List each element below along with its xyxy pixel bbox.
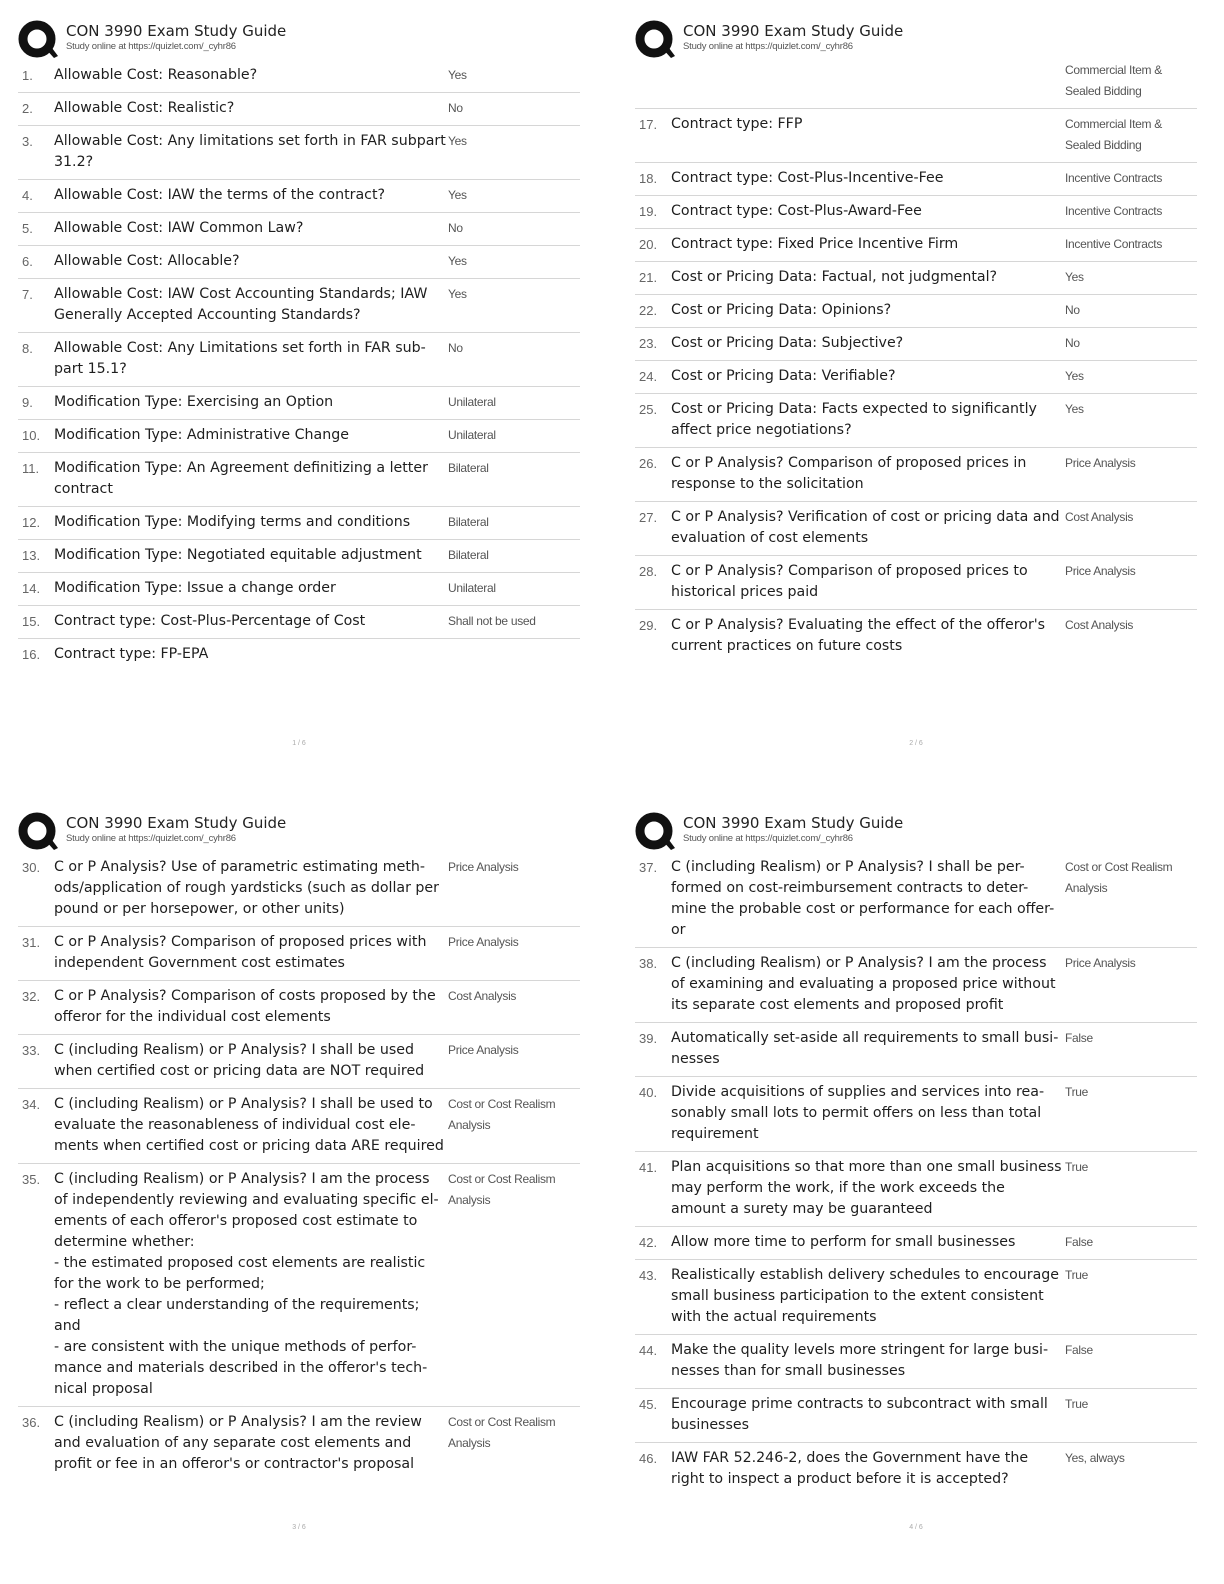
item-answer: Price Analysis xyxy=(1065,956,1136,970)
qa-row xyxy=(635,502,1197,556)
item-number: 8. xyxy=(22,341,33,356)
study-guide-page-3 xyxy=(18,812,580,1531)
item-number: 2. xyxy=(22,101,33,116)
item-answer: Incentive Contracts xyxy=(1065,204,1163,218)
quizlet-logo-icon xyxy=(635,20,675,60)
quizlet-logo-icon xyxy=(18,20,58,60)
item-number: 30. xyxy=(22,860,41,875)
item-number: 40. xyxy=(639,1085,658,1100)
item-answer: Cost or Cost Realism Analysis xyxy=(1065,860,1173,895)
qa-row xyxy=(635,196,1197,229)
item-number: 14. xyxy=(22,581,41,596)
item-question: C (including Realism) or P Analysis? I am the review and evaluation of any separate cost elements and profit or fee in an offeror's or contractor's proposal xyxy=(54,1414,422,1472)
qa-row xyxy=(635,262,1197,295)
item-answer: Cost or Cost Realism Analysis xyxy=(448,1097,556,1132)
guide-title: CON 3990 Exam Study Guide xyxy=(683,22,904,40)
study-online-link[interactable]: Study online at https://quizlet.com/_cyhr86 xyxy=(66,41,236,52)
item-question: Cost or Pricing Data: Subjective? xyxy=(671,335,904,351)
item-question: Allowable Cost: Realistic? xyxy=(54,100,235,116)
item-number: 23. xyxy=(639,336,658,351)
item-number: 16. xyxy=(22,647,41,662)
qa-row xyxy=(635,556,1197,610)
page-number: 2 / 6 xyxy=(909,740,923,747)
item-answer: Yes xyxy=(448,287,467,301)
qa-row xyxy=(18,606,580,639)
item-number: 5. xyxy=(22,221,33,236)
qa-row xyxy=(18,333,580,387)
qa-row xyxy=(635,1335,1197,1389)
item-number: 33. xyxy=(22,1043,41,1058)
qa-row xyxy=(635,948,1197,1023)
qa-row xyxy=(635,1023,1197,1077)
qa-row xyxy=(18,1089,580,1164)
item-number: 13. xyxy=(22,548,41,563)
item-number: 7. xyxy=(22,287,33,302)
item-number: 39. xyxy=(639,1031,658,1046)
item-question: Contract type: Cost-Plus-Incentive-Fee xyxy=(671,170,944,186)
qa-row xyxy=(635,163,1197,196)
item-question: C or P Analysis? Verification of cost or pricing data and evaluation of cost elements xyxy=(671,509,1060,546)
item-answer: Yes xyxy=(448,254,467,268)
item-answer: True xyxy=(1065,1160,1089,1174)
item-answer: False xyxy=(1065,1031,1093,1045)
item-answer: Incentive Contracts xyxy=(1065,171,1163,185)
study-online-link[interactable]: Study online at https://quizlet.com/_cyhr86 xyxy=(66,833,236,844)
item-answer: Cost or Cost Realism Analysis xyxy=(448,1172,556,1207)
item-question: Contract type: Cost-Plus-Award-Fee xyxy=(671,203,922,219)
page-header xyxy=(18,20,580,62)
quizlet-logo-icon xyxy=(18,812,58,852)
item-number: 28. xyxy=(639,564,658,579)
item-question: Allowable Cost: IAW Cost Accounting Standards; IAW Generally Accepted Accounting Standards? xyxy=(54,286,428,323)
item-answer: Yes xyxy=(1065,369,1084,383)
item-question: Contract type: FP-EPA xyxy=(54,646,209,662)
qa-list xyxy=(635,852,1197,1496)
continued-answer: Commercial Item & Sealed Bidding xyxy=(1065,63,1162,98)
qa-row xyxy=(18,852,580,927)
item-answer: Yes xyxy=(1065,270,1084,284)
item-answer: Incentive Contracts xyxy=(1065,237,1163,251)
qa-row xyxy=(18,420,580,453)
item-question: Allowable Cost: IAW Common Law? xyxy=(54,220,304,236)
item-question: Contract type: FFP xyxy=(671,116,803,132)
item-answer: Yes, always xyxy=(1065,1451,1125,1465)
item-number: 22. xyxy=(639,303,658,318)
item-answer: Cost or Cost Realism Analysis xyxy=(448,1415,556,1450)
guide-title: CON 3990 Exam Study Guide xyxy=(66,814,287,832)
qa-row xyxy=(18,927,580,981)
qa-row xyxy=(635,109,1197,163)
study-guide-page-4 xyxy=(635,812,1197,1531)
item-answer: True xyxy=(1065,1268,1089,1282)
item-answer xyxy=(446,644,580,665)
item-number: 43. xyxy=(639,1268,658,1283)
item-number: 44. xyxy=(639,1343,658,1358)
qa-row xyxy=(635,1389,1197,1443)
study-guide-page-1 xyxy=(18,20,580,747)
item-question: Modification Type: Negotiated equitable adjustment xyxy=(54,547,422,563)
study-online-link[interactable]: Study online at https://quizlet.com/_cyhr86 xyxy=(683,41,853,52)
item-number: 19. xyxy=(639,204,658,219)
guide-title: CON 3990 Exam Study Guide xyxy=(66,22,287,40)
item-number: 31. xyxy=(22,935,41,950)
qa-row xyxy=(18,213,580,246)
qa-row xyxy=(18,387,580,420)
item-number: 45. xyxy=(639,1397,658,1412)
item-question: Make the quality levels more stringent for large busi-nesses than for small businesses xyxy=(671,1342,1049,1379)
page-number: 4 / 6 xyxy=(909,1524,923,1531)
item-question: C (including Realism) or P Analysis? I am the process of independently reviewing and evaluating specific el-ements of each offeror's proposed cost estimate to determine whether: - the estimated proposed cost elements are realistic for the work to be performed; - reflect a clear understanding of the requirements; and - are consistent with the unique methods of perfor-mance and materials described in the offeror's tech-nical proposal xyxy=(54,1171,439,1397)
item-answer: Cost Analysis xyxy=(1065,618,1134,632)
qa-row xyxy=(635,361,1197,394)
item-number: 24. xyxy=(639,369,658,384)
qa-row xyxy=(635,394,1197,448)
guide-title: CON 3990 Exam Study Guide xyxy=(683,814,904,832)
item-number: 27. xyxy=(639,510,658,525)
item-answer: True xyxy=(1065,1085,1089,1099)
item-number: 15. xyxy=(22,614,41,629)
page-header xyxy=(18,812,580,854)
item-number: 26. xyxy=(639,456,658,471)
item-question: C or P Analysis? Use of parametric estimating meth-ods/application of rough yardsticks (such as dollar per pound or per horsepower, or other units) xyxy=(54,859,439,917)
item-number: 29. xyxy=(639,618,658,633)
item-answer: Unilateral xyxy=(448,395,496,409)
study-guide-page-2 xyxy=(635,20,1197,747)
item-question: C or P Analysis? Comparison of proposed prices in response to the solicitation xyxy=(671,455,1027,492)
item-number: 38. xyxy=(639,956,658,971)
item-number: 32. xyxy=(22,989,41,1004)
qa-row xyxy=(635,328,1197,361)
qa-row xyxy=(18,279,580,333)
item-question: IAW FAR 52.246-2, does the Government have the right to inspect a product before it is accepted? xyxy=(671,1450,1029,1487)
page-header xyxy=(635,812,1197,854)
item-answer: Price Analysis xyxy=(448,860,519,874)
item-question: Modification Type: An Agreement definitizing a letter contract xyxy=(54,460,428,497)
qa-row xyxy=(18,246,580,279)
qa-row xyxy=(18,1035,580,1089)
item-answer: No xyxy=(448,221,463,235)
item-question: Cost or Pricing Data: Opinions? xyxy=(671,302,892,318)
item-number: 41. xyxy=(639,1160,658,1175)
item-question: C or P Analysis? Evaluating the effect of the offeror's current practices on future costs xyxy=(671,617,1046,654)
item-answer: Yes xyxy=(448,134,467,148)
item-question: Realistically establish delivery schedules to encourage small business participation to the extent consistent with the actual requirements xyxy=(671,1267,1060,1325)
qa-row xyxy=(18,1164,580,1407)
item-question: Contract type: Fixed Price Incentive Firm xyxy=(671,236,959,252)
item-number: 12. xyxy=(22,515,41,530)
item-question: Allowable Cost: Any Limitations set forth in FAR sub-part 15.1? xyxy=(54,340,426,377)
quizlet-logo-icon xyxy=(635,812,675,852)
qa-row xyxy=(18,180,580,213)
qa-row xyxy=(18,453,580,507)
qa-row xyxy=(635,229,1197,262)
item-answer: False xyxy=(1065,1343,1093,1357)
item-answer: Unilateral xyxy=(448,428,496,442)
item-question: Allow more time to perform for small businesses xyxy=(671,1234,1016,1250)
item-number: 21. xyxy=(639,270,658,285)
item-question: C or P Analysis? Comparison of proposed prices to historical prices paid xyxy=(671,563,1028,600)
item-number: 34. xyxy=(22,1097,41,1112)
item-answer: Price Analysis xyxy=(448,1043,519,1057)
page-number: 3 / 6 xyxy=(292,1524,306,1531)
item-question: Plan acquisitions so that more than one small business may perform the work, if the work exceeds the amount a surety may be guaranteed xyxy=(671,1159,1062,1217)
item-answer: Yes xyxy=(1065,402,1084,416)
qa-row xyxy=(18,573,580,606)
item-question: Encourage prime contracts to subcontract with small businesses xyxy=(671,1396,1048,1433)
item-question: C (including Realism) or P Analysis? I shall be per-formed on cost-reimbursement contracts to deter-mine the probable cost or performance for each offer-or xyxy=(671,859,1055,938)
item-question: Cost or Pricing Data: Facts expected to significantly affect price negotiations? xyxy=(671,401,1037,438)
item-answer: False xyxy=(1065,1235,1093,1249)
item-number: 42. xyxy=(639,1235,658,1250)
item-number: 46. xyxy=(639,1451,658,1466)
item-question: C (including Realism) or P Analysis? I am the process of examining and evaluating a proposed price without its separate cost elements and proposed profit xyxy=(671,955,1056,1013)
qa-row xyxy=(18,639,580,671)
item-answer: Yes xyxy=(448,188,467,202)
item-answer: Shall not be used xyxy=(448,614,536,628)
item-number: 4. xyxy=(22,188,33,203)
item-number: 25. xyxy=(639,402,658,417)
qa-list xyxy=(18,60,580,671)
item-answer: Price Analysis xyxy=(1065,456,1136,470)
item-question: C (including Realism) or P Analysis? I shall be used to evaluate the reasonableness of individual cost ele-ments when certified cost or pricing data ARE required xyxy=(54,1096,444,1154)
qa-row xyxy=(635,1227,1197,1260)
qa-list xyxy=(635,60,1197,663)
item-number: 3. xyxy=(22,134,33,149)
item-question: Allowable Cost: IAW the terms of the contract? xyxy=(54,187,386,203)
qa-row xyxy=(18,981,580,1035)
item-answer: Commercial Item & Sealed Bidding xyxy=(1065,117,1162,152)
item-answer: Yes xyxy=(448,68,467,82)
page-number: 1 / 6 xyxy=(292,740,306,747)
qa-row xyxy=(635,295,1197,328)
item-answer: Cost Analysis xyxy=(448,989,517,1003)
item-number: 1. xyxy=(22,68,33,83)
qa-row xyxy=(635,1077,1197,1152)
item-number: 17. xyxy=(639,117,658,132)
item-question: Modification Type: Issue a change order xyxy=(54,580,336,596)
qa-list xyxy=(18,852,580,1481)
qa-row xyxy=(635,610,1197,663)
item-question: Modification Type: Administrative Change xyxy=(54,427,349,443)
item-answer: No xyxy=(1065,303,1080,317)
item-number: 36. xyxy=(22,1415,41,1430)
item-answer: No xyxy=(1065,336,1080,350)
item-answer: Price Analysis xyxy=(448,935,519,949)
item-number: 18. xyxy=(639,171,658,186)
study-online-link[interactable]: Study online at https://quizlet.com/_cyhr86 xyxy=(683,833,853,844)
item-answer: Bilateral xyxy=(448,461,489,475)
item-number: 20. xyxy=(639,237,658,252)
continued-row xyxy=(635,60,1197,109)
qa-row xyxy=(18,60,580,93)
item-answer: Cost Analysis xyxy=(1065,510,1134,524)
item-question: Cost or Pricing Data: Verifiable? xyxy=(671,368,896,384)
item-question: Allowable Cost: Allocable? xyxy=(54,253,240,269)
item-number: 10. xyxy=(22,428,41,443)
item-answer: Bilateral xyxy=(448,548,489,562)
item-number: 6. xyxy=(22,254,33,269)
qa-row xyxy=(635,448,1197,502)
item-question: Modification Type: Exercising an Option xyxy=(54,394,334,410)
item-number: 35. xyxy=(22,1172,41,1187)
item-question: C or P Analysis? Comparison of costs proposed by the offeror for the individual cost elements xyxy=(54,988,436,1025)
qa-row xyxy=(635,1443,1197,1496)
item-question: C (including Realism) or P Analysis? I shall be used when certified cost or pricing data are NOT required xyxy=(54,1042,425,1079)
item-question: Cost or Pricing Data: Factual, not judgmental? xyxy=(671,269,998,285)
qa-row xyxy=(18,126,580,180)
item-question: C or P Analysis? Comparison of proposed prices with independent Government cost estimates xyxy=(54,934,427,971)
item-answer: Unilateral xyxy=(448,581,496,595)
item-number: 37. xyxy=(639,860,658,875)
item-question: Allowable Cost: Reasonable? xyxy=(54,67,258,83)
qa-row xyxy=(18,507,580,540)
qa-row xyxy=(18,93,580,126)
item-answer: True xyxy=(1065,1397,1089,1411)
item-question: Divide acquisitions of supplies and services into rea-sonably small lots to permit offers on less than total requirement xyxy=(671,1084,1045,1142)
qa-row xyxy=(18,1407,580,1481)
item-answer: Price Analysis xyxy=(1065,564,1136,578)
page-header xyxy=(635,20,1197,62)
item-question: Automatically set-aside all requirements to small busi-nesses xyxy=(671,1030,1059,1067)
item-question: Contract type: Cost-Plus-Percentage of Cost xyxy=(54,613,366,629)
item-number: 9. xyxy=(22,395,33,410)
item-answer: No xyxy=(448,341,463,355)
item-question: Allowable Cost: Any limitations set forth in FAR subpart 31.2? xyxy=(54,133,446,170)
qa-row xyxy=(18,540,580,573)
item-answer: Bilateral xyxy=(448,515,489,529)
qa-row xyxy=(635,852,1197,948)
qa-row xyxy=(635,1152,1197,1227)
item-question: Modification Type: Modifying terms and conditions xyxy=(54,514,411,530)
item-number: 11. xyxy=(22,461,40,476)
item-answer: No xyxy=(448,101,463,115)
qa-row xyxy=(635,1260,1197,1335)
